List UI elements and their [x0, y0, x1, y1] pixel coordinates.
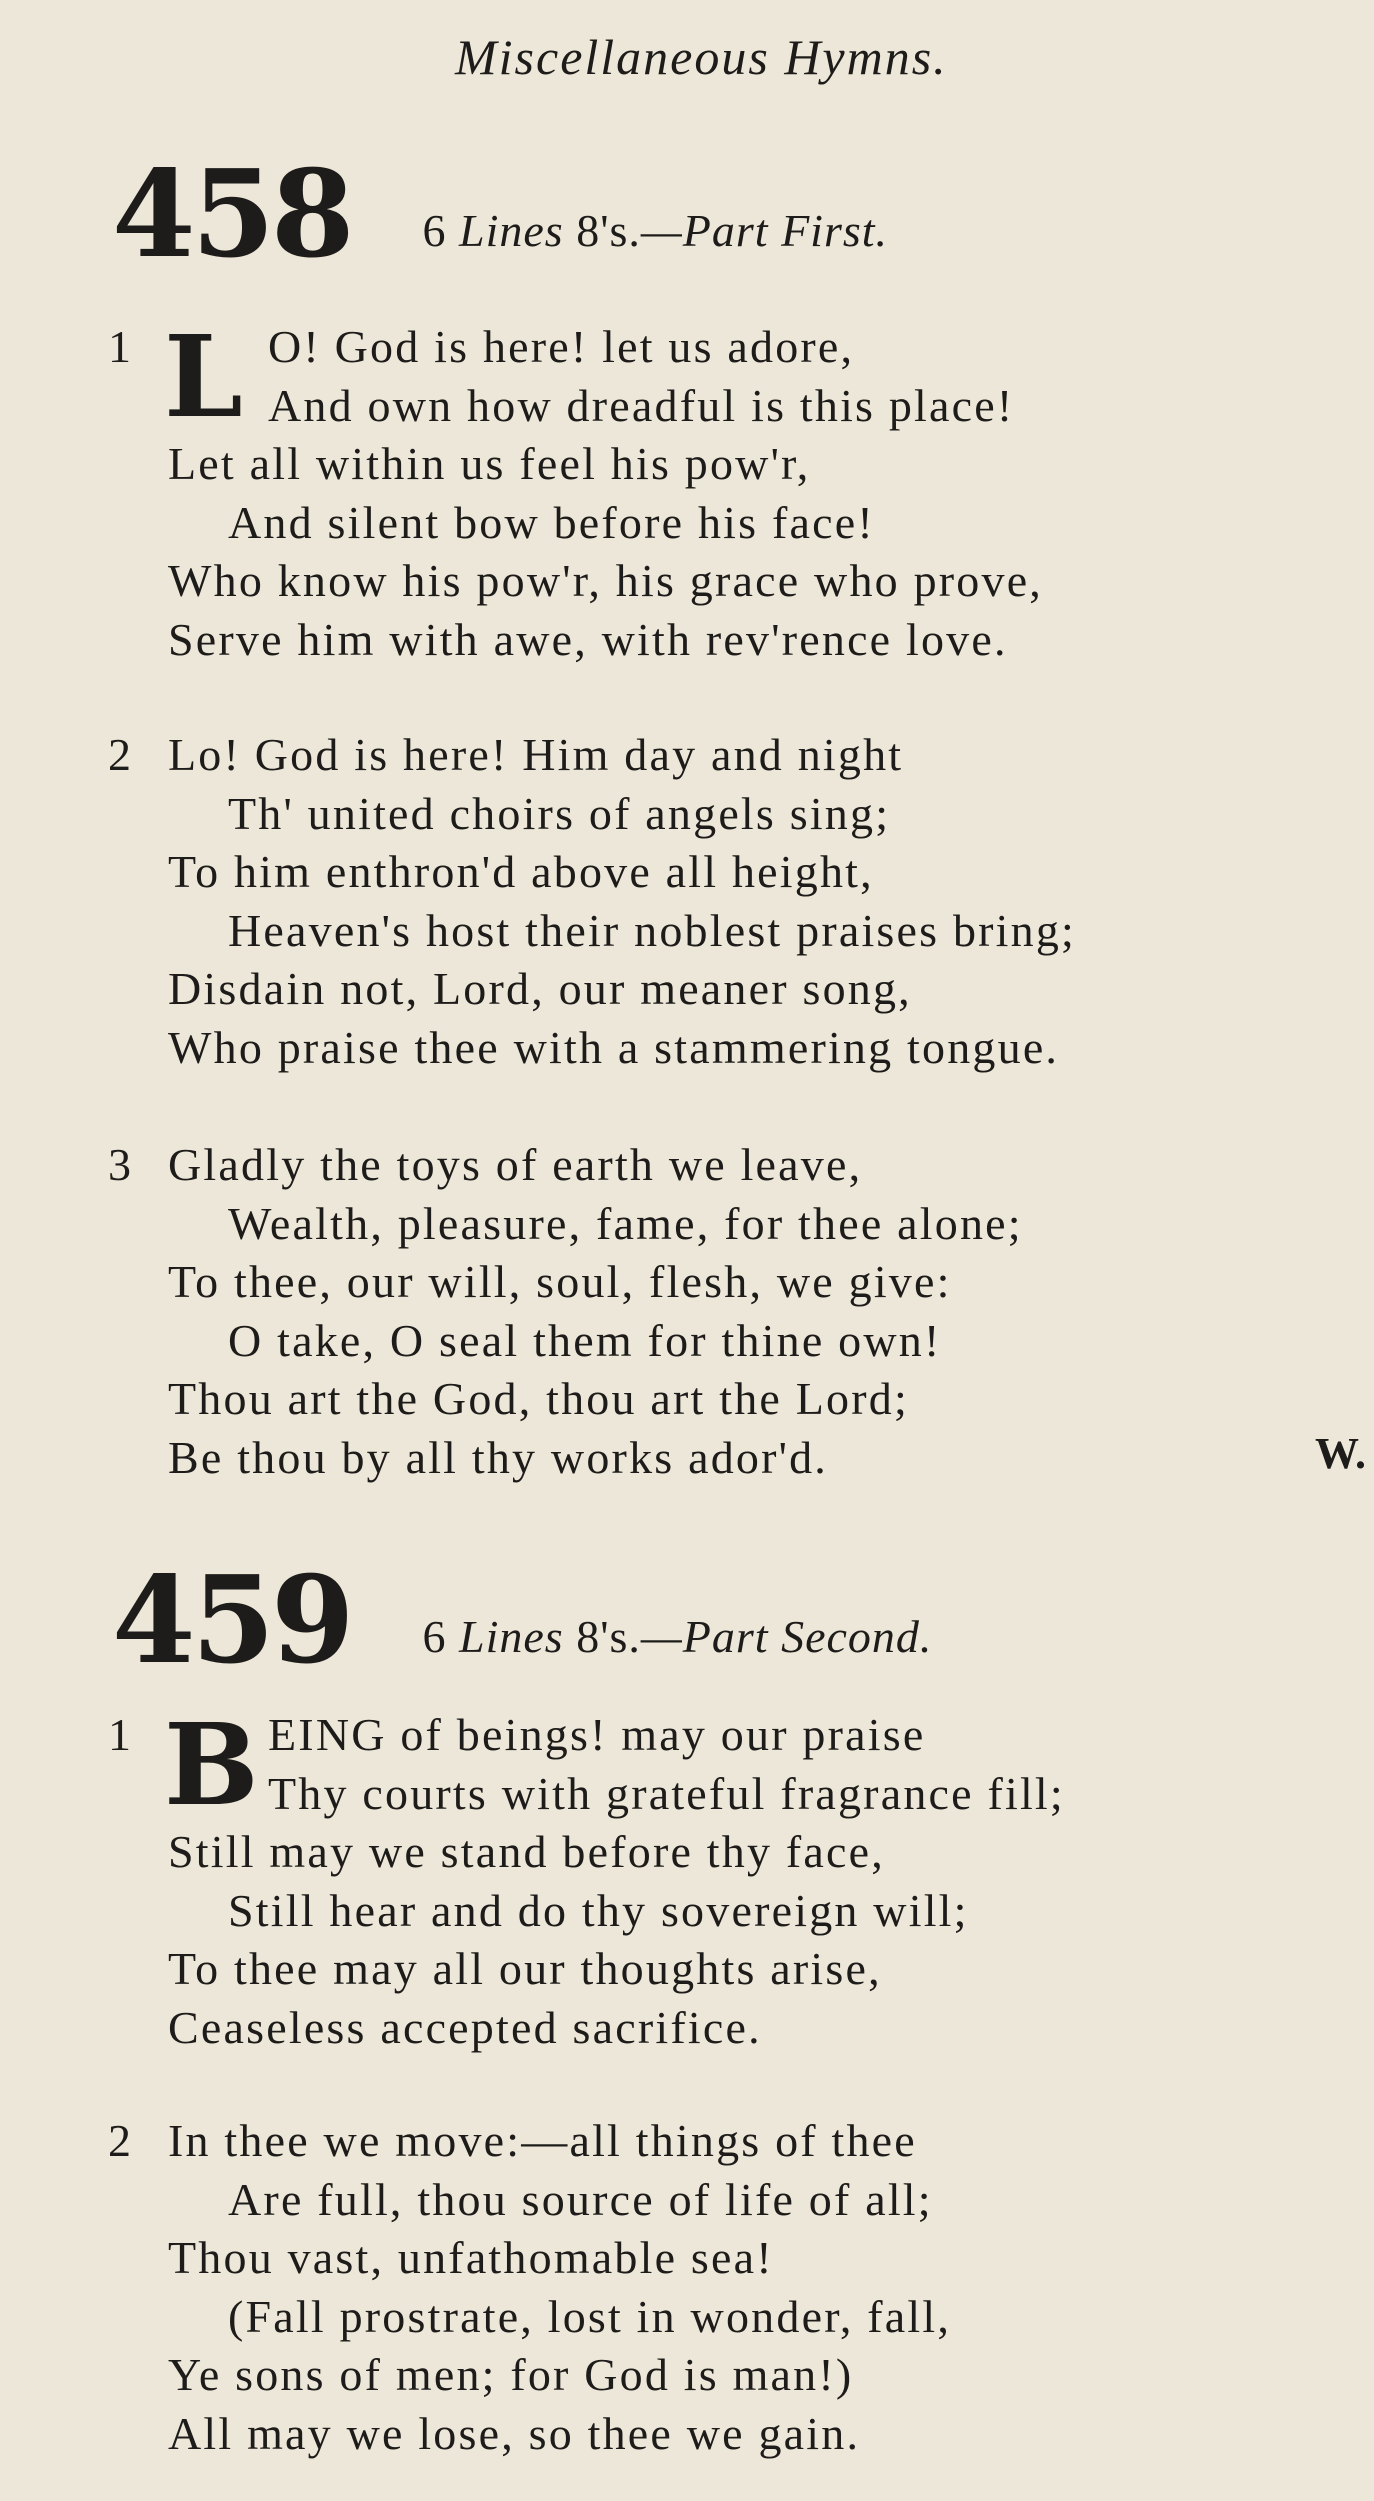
hymn-number: 459: [112, 1550, 351, 1691]
verse-number: 1: [108, 321, 134, 372]
verse-line: Thy courts with grateful fragrance fill;: [268, 1767, 1065, 1819]
verse-line: To thee may all our thoughts arise,: [168, 1943, 882, 1994]
author-attribution: W.: [1315, 1429, 1366, 1478]
verse-line: Disdain not, Lord, our meaner song,: [168, 963, 912, 1014]
verse-number: 3: [108, 1139, 134, 1190]
verse-number: 2: [108, 2115, 134, 2166]
verse-line: Thou art the God, thou art the Lord;: [168, 1373, 909, 1424]
verse-line: 2 Lo! God is here! Him day and night: [108, 726, 1076, 785]
verse-line: Are full, thou source of life of all;: [228, 2173, 933, 2225]
hymn-458-verse-2: [108, 726, 1076, 1077]
verse-line: Th' united choirs of angels sing;: [228, 787, 891, 839]
verse-line: Let all within us feel his pow'r,: [168, 438, 811, 489]
hymn-458-header: [112, 144, 889, 285]
verse-line: To him enthron'd above all height,: [168, 846, 874, 897]
hymn-458-verse-1: [108, 312, 1044, 669]
verse-line: 1 B EING of beings! may our praise: [108, 1700, 926, 1831]
verse-line: Ye sons of men; for God is man!): [168, 2349, 854, 2400]
verse-number: 2: [108, 729, 134, 780]
verse-line: Heaven's host their noblest praises bring;: [228, 904, 1077, 956]
verse-line: 2 In thee we move:—all things of thee: [108, 2112, 951, 2171]
hymn-meter: 6 Lines 8's.—Part Second.: [422, 1610, 933, 1662]
verse-line: (Fall prostrate, lost in wonder, fall,: [228, 2290, 952, 2342]
verse-line: To thee, our will, soul, flesh, we give:: [168, 1256, 952, 1307]
verse-line: Serve him with awe, with rev'rence love.: [168, 613, 1008, 665]
verse-line: Still may we stand before thy face,: [168, 1826, 885, 1877]
verse-line: 3 Gladly the toys of earth we leave,: [108, 1136, 1023, 1195]
verse-line: Who know his pow'r, his grace who prove,: [168, 555, 1044, 606]
verse-line: O take, O seal them for thine own!: [228, 1314, 942, 1366]
hymn-number: 458: [112, 144, 351, 285]
verse-line: And silent bow before his face!: [228, 496, 875, 548]
hymn-459-header: [112, 1550, 933, 1691]
hymn-459-verse-2: [108, 2112, 951, 2463]
verse-line: Wealth, pleasure, fame, for thee alone;: [228, 1197, 1023, 1249]
hymn-459-verse-1: [108, 1700, 1065, 2057]
verse-line: Who praise thee with a stammering tongue.: [168, 1021, 1060, 1073]
verse-number: 1: [108, 1709, 134, 1760]
running-head: Miscellaneous Hymns.: [455, 29, 948, 85]
hymn-458-verse-3: [108, 1136, 1023, 1487]
verse-line: Still hear and do thy sovereign will;: [228, 1884, 969, 1936]
drop-cap: B: [164, 1700, 261, 1831]
verse-line: Be thou by all thy works ador'd.: [168, 1431, 828, 1483]
drop-cap: L: [164, 312, 245, 443]
verse-line: Ceaseless accepted sacrifice.: [168, 2001, 762, 2053]
verse-line: Thou vast, unfathomable sea!: [168, 2232, 774, 2283]
hymn-meter: 6 Lines 8's.—Part First.: [422, 204, 889, 256]
verse-line: All may we lose, so thee we gain.: [168, 2407, 861, 2459]
verse-line: 1 L O! God is here! let us adore,: [108, 312, 855, 443]
verse-line: And own how dreadful is this place!: [268, 379, 1015, 431]
